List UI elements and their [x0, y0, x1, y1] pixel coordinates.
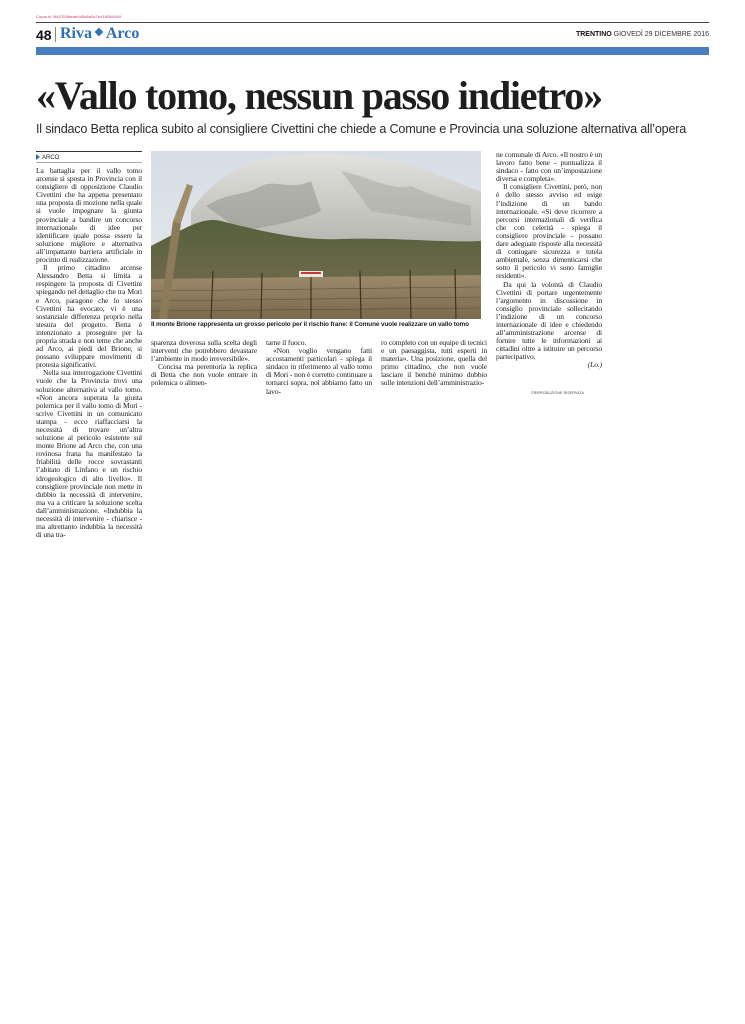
- paragraph: Nella sua interrogazione Civettini vuole che la Provincia trovi una soluzione alternativa al vallo tomo. «Non ancora superata la giusta polemica per il vallo tomo di Mori - scrive Civettini in un comunicato stampa - ecco riaffacciarsi la necessità di trovare un’altra soluzione al pericolo esistente sul monte Brione ad Arco che, con una rovinosa frana ha manifestato la friabilità delle rocce sovrastanti l’abitato di Linfano e un rischio idrogeologico di alto livello». Il consigliere provinciale non mette in dubbio la necessità di intervenire, ma va a criticare la soluzione scelta dall’amministrazione. «Indubbia la necessità di intervenire - chiarisce - ma altrettanto indubbia la necessità di una tra-: [36, 368, 142, 540]
- top-rule: [36, 22, 709, 23]
- article-column-3: [266, 339, 372, 396]
- article-column-4: [381, 339, 487, 388]
- paragraph: sparenza doverosa sulla scelta degli interventi che potrebbero devastare l’ambiente in modo irreversibile».: [151, 338, 257, 364]
- section-right: Arco: [105, 25, 140, 42]
- location-kicker: [36, 151, 142, 161]
- article-column-1: [36, 167, 142, 539]
- paragraph: ne comunale di Arco. «Il nostro è un lavoro fatto bene - puntualizza il sindaco - fatto con un’impostazione diversa e completa».: [496, 150, 602, 184]
- diamond-icon: ❖: [94, 27, 104, 39]
- article-column-2: [151, 339, 257, 388]
- article-column-5: [496, 151, 602, 370]
- subheadline: Il sindaco Betta replica subito al consigliere Civettini che chiede a Comune e Provincia una soluzione alternativa all’opera: [36, 122, 687, 136]
- page-number: 48: [36, 27, 52, 43]
- article-photo: [151, 151, 481, 319]
- header-separator: [55, 27, 56, 42]
- issue-date: GIOVEDÌ 29 DICEMBRE 2016: [613, 31, 709, 38]
- triangle-icon: [36, 154, 40, 160]
- section-color-bar: [36, 47, 709, 55]
- paragraph: ro completo con un equipe di tecnici e un paesaggista, tutti esperti in materia». Una posizione, quella del primo cittadino, che non vuole lasciare il benché minimo dubbio sulle intenzioni dell’amministrazio-: [381, 338, 487, 388]
- mountain-photo: [151, 151, 481, 319]
- paragraph: La battaglia per il vallo tomo arcense si sposta in Provincia con il consigliere di opposizione Claudio Civettini che ha appena presentato una proposta di mozione nella quale si vuole impegnare la giunta provinciale a bandire un concorso internazionale di idee per identificare quale possa essere la soluzione migliore e alternativa all’impattante barriera artificiale in procinto di realizzazione.: [36, 166, 142, 265]
- paragraph: Il primo cittadino arcense Alessandro Betta si limita a respingere la proposta di Civettini spiegando nel dettaglio che tra Mori e Arco, paragone che lo stesso Civettini ha evocato, vi è una sostanziale differenza proprio nella stesura del progetto. Betta è intenzionato a proseguire per la propria strada e non teme che anche ad Arco, ai piedi del Brione, si possano sviluppare movimenti di protesta significativi.: [36, 263, 142, 370]
- paper-name: TRENTINO: [575, 31, 612, 38]
- paragraph: «Non voglio vengano fatti accostamenti particolari - spiega il sindaco in riferimento al vallo tomo di Mori - non è corretto continuare a tornarci sopra, noi abbiamo fatto un lavo-: [266, 346, 372, 396]
- kicker-label: ARCO: [42, 155, 60, 161]
- headline: «Vallo tomo, nessun passo indietro»: [36, 73, 602, 118]
- section-title: [60, 25, 139, 43]
- reproduction-note: ©RIPRODUZIONE RISERVATA: [531, 391, 585, 395]
- masthead: [576, 31, 709, 38]
- paragraph: Da qui la volontà di Claudio Civettini di portare urgentemente l’argomento in discussione in consiglio provinciale sollecitando l’indizione di un concorso internazionale di idee e chiedendo all’amministrazione arcense di fornire tutte le informazioni ai cittadini oltre a istituire un percorso partecipativo.: [496, 279, 602, 362]
- copy-note: Copia di 4f4f703f6aae9d5a6a5c7e416584069: [36, 14, 122, 19]
- paragraph: Concisa ma perentoria la replica di Betta che non vuole entrare in polemica o alimen-: [151, 362, 257, 388]
- paragraph: tarne il fuoco.: [266, 338, 307, 347]
- photo-caption: Il monte Brione rappresenta un grosso pericolo per il rischio frane: il Comune vuole realizzare un vallo tomo: [151, 321, 469, 328]
- author-signature: (Lo.): [587, 360, 602, 370]
- paragraph: Il consigliere Civettini, però, non è dello stesso avviso ed esige l’indizione di un bando internazionale. «Si deve ricorrere a percorsi internazionali di verifica che con celerità - spiega il consigliere provinciale - possano dare adeguate risposte alla necessità di coniugare sicurezza e tutela ambientale, senza dimenticarsi che sotto il pericolo vi sono famiglie residenti».: [496, 182, 602, 281]
- section-left: Riva: [60, 25, 92, 42]
- kicker-rule: [36, 162, 142, 163]
